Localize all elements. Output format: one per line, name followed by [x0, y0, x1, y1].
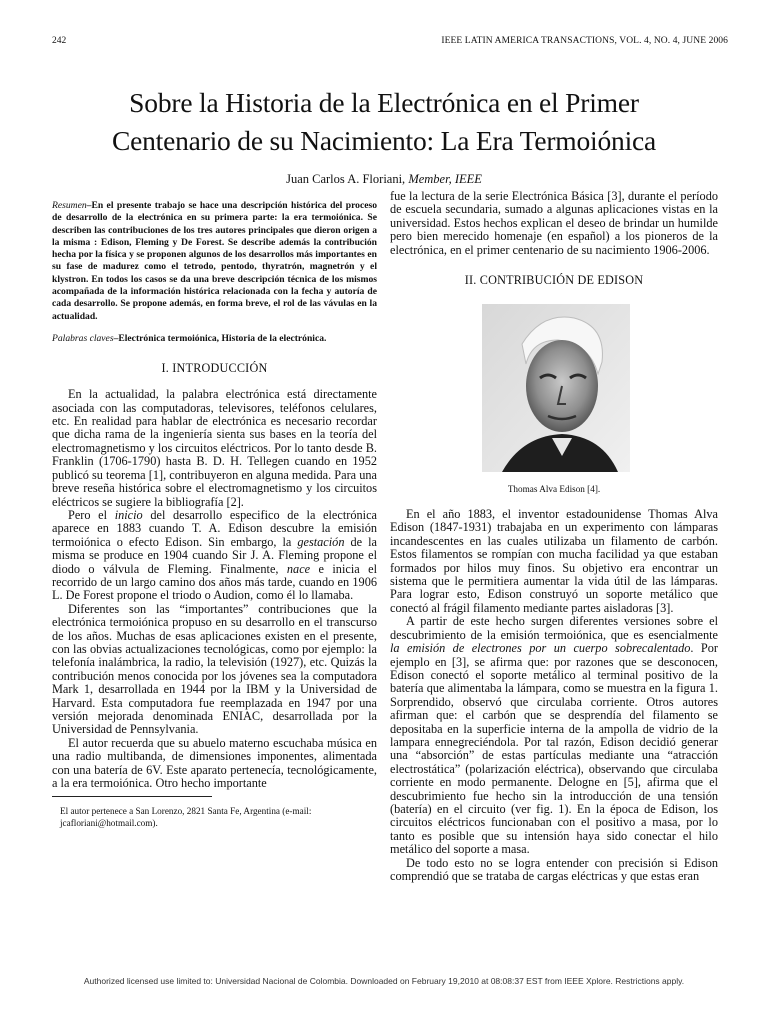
- title-line-2: Centenario de su Nacimiento: La Era Termoiónica: [111, 125, 657, 156]
- section-heading-introduction: I. INTRODUCCIÓN: [161, 361, 268, 376]
- edison-p2-c: . Por ejemplo en [3], se afirma que: por razones que se desconocen, Edison conectó el soporte metálico al terminal positivo de la batería que alimentaba la lámpara, como se muestra en la figura 1. Sorprendido, observó que circulaba corriente. Otros autores afirman que: el carbón que se desprendía del filamento se depositaba en la superficie interna de la ampolla de vidrio de la lampara ennegreciéndola. Por tal razón, Edison decidió generar una “absorción” de estas partículas mediante una “atracción electrostática” (polarización eléctrica), observando que circulaba corriente en modo permanente. Delogne en [5], afirma que el descubrimiento fue hecho sin la introducción de una tensión (batería) en el circuito (ver fig. 1). En la época de Edison, los circuitos eléctricos funcionaban con el positivo a masa, por lo tanto es posible que su intensión haya sido conectar el hilo metálico del soporte a masa.: [390, 641, 718, 857]
- author-line: [0, 172, 768, 187]
- paper-title: [30, 84, 738, 160]
- figure-caption: Thomas Alva Edison [4].: [507, 484, 601, 495]
- footnote-rule: [52, 796, 212, 797]
- page-number: 242: [52, 36, 67, 46]
- keywords-lead: Palabras claves: [52, 332, 114, 344]
- author-name: Juan Carlos A. Floriani,: [286, 172, 409, 186]
- edison-p2-a: A partir de este hecho surgen diferentes versiones sobre el descubrimiento de la emisión termoiónica, que es esencialmente: [390, 614, 718, 642]
- keywords-text: –Electrónica termoiónica, Historia de la electrónica.: [113, 332, 327, 344]
- intro-continuation: fue la lectura de la serie Electrónica Básica [3], durante el período de escuela secundaria, sumado a algunas aplicaciones vistas en la universidad. Estos hechos explican el deseo de brindar un humilde pero bien merecido homenaje (en español) a los pioneros de la electrónica, en el primer centenario de su nacimiento 1906-2006.: [390, 189, 718, 257]
- title-line-1: Sobre la Historia de la Electrónica en el Primer: [129, 87, 639, 118]
- author-membership: Member, IEEE: [408, 172, 482, 186]
- keywords: [52, 333, 377, 345]
- intro-p2-inicio: inicio: [114, 507, 143, 522]
- abstract: [52, 200, 377, 323]
- journal-header: IEEE LATIN AMERICA TRANSACTIONS, VOL. 4, NO. 4, JUNE 2006: [441, 36, 728, 46]
- download-notice: Authorized licensed use limited to: Universidad Nacional de Colombia. Downloaded on February 19,2010 at 08:08:37 EST from IEEE Xplore. Restrictions apply.: [83, 976, 685, 986]
- right-column: [390, 190, 718, 883]
- intro-p2-a: Pero el: [68, 507, 115, 522]
- intro-p2-e: de la misma se produce en 1904 cuando Sir J. A. Fleming propone el diodo o válvula de Fleming. Finalmente,: [52, 534, 377, 576]
- intro-p2-gestacion: gestación: [297, 534, 345, 549]
- abstract-text: –En el presente trabajo se hace una descripción histórica del proceso de desarrollo de la electrónica en su primera parte: la era termoiónica. Se describen las contribuciones de los tres autores principales que dieron origen a la misma : Edison, Fleming y De Forest. Se describe además la contribución hecha por la física y se proponen algunos de los desarrollos más importantes en su fase de madurez como el tetrodo, pentodo, thyratrón, magnetrón y el klystron. En todos los casos se da una breve descripción técnica de los mismos acompañada de la información histórica relacionada con la fecha y autoría de cada desarrollo. Se propone además, en forma breve, el rol de las vávulas en la actualidad.: [52, 200, 377, 322]
- edison-portrait-image: [482, 304, 630, 472]
- author-footnote: El autor pertenece a San Lorenzo, 2821 Santa Fe, Argentina (e-mail: jcafloriani@hotmail.com).: [60, 806, 312, 829]
- abstract-lead: Resumen: [52, 200, 87, 211]
- intro-paragraph-2: [52, 509, 377, 603]
- intro-paragraph-3: Diferentes son las “importantes” contribuciones que la electrónica termoiónica propuso en su desarrollo en el transcurso de los años. Muchas de esas aplicaciones existen en el presente, con las obvias actualizaciones tecnológicas, como por ejemplo: la telefonía inalámbrica, la radio, la televisión (1927), etc. Quizás la contribución menos conocida por los jóvenes sea la computadora Mark 1, desarrollada en 1944 por la IBM y la Universidad de Harvard. Esta computadora fue reemplazada en 1947 por una versión mejorada denominada ENIAC, desarrollada por la Universidad de Pennsylvania.: [52, 601, 377, 737]
- edison-portrait-photo: [482, 304, 630, 472]
- intro-p2-c: del desarrollo especifico de la electrónica aparece en 1883 cuando T. A. Edison descubre la emisión termoiónica o efecto Edison. Sin embargo, la: [52, 507, 377, 549]
- edison-paragraph-2: [390, 615, 718, 856]
- intro-paragraph-4: El autor recuerda que su abuelo materno escuchaba música en una radio multibanda, de dimensiones imponentes, alimentada con una batería de 6V. Este aparato pertenecía, tecnológicamente, a la era termoiónica. Otro hecho importante: [52, 735, 377, 791]
- section-heading-edison: II. CONTRIBUCIÓN DE EDISON: [464, 273, 644, 288]
- edison-paragraph-1: En el año 1883, el inventor estadounidense Thomas Alva Edison (1847-1931) trabajaba en un experimento con lámparas incandescentes en las cuales utilizaba un filamento de carbón. Estos filamentos se rompían con mucha facilidad ya que estaban formados por hilos muy finos. Su objetivo era encontrar un sistema que le permitiera aumentar la vida útil de las lámparas. Para lograr esto, Edison construyó un soporte metálico que conectó al frágil filamento mediante partes aisladoras [3].: [390, 507, 718, 615]
- intro-p2-g: e inicia el recorrido de un largo camino dos años más tarde, cuando en 1906 L. De Forest propone el triodo o Audion, como él lo llamaba.: [52, 561, 377, 603]
- intro-paragraph-1: En la actualidad, la palabra electrónica está directamente asociada con las computadoras, televisores, teléfonos celulares, etc. En realidad para hablar de electrónica es necesario recordar que dicha rama de la ingeniería sienta sus bases en la teoría del electromagnetismo y los circuitos eléctricos. Por lo tanto desde B. Franklin (1706-1790) hasta B. D. H. Tellegen cuando en 1952 publicó su teorema [1], contribuyeron en alguna medida. Para una breve reseña histórica sobre el electromagnetismo y los circuitos eléctricos se sugiere la bibliografía [2].: [52, 387, 377, 509]
- edison-paragraph-3: De todo esto no se logra entender con precisión si Edison comprendió que se trataba de cargas eléctricas y que estas eran: [390, 855, 718, 883]
- edison-p2-emision: la emisión de electrones por un cuerpo sobrecalentado: [390, 641, 691, 656]
- intro-p2-nace: nace: [286, 561, 311, 576]
- left-column: [52, 192, 377, 829]
